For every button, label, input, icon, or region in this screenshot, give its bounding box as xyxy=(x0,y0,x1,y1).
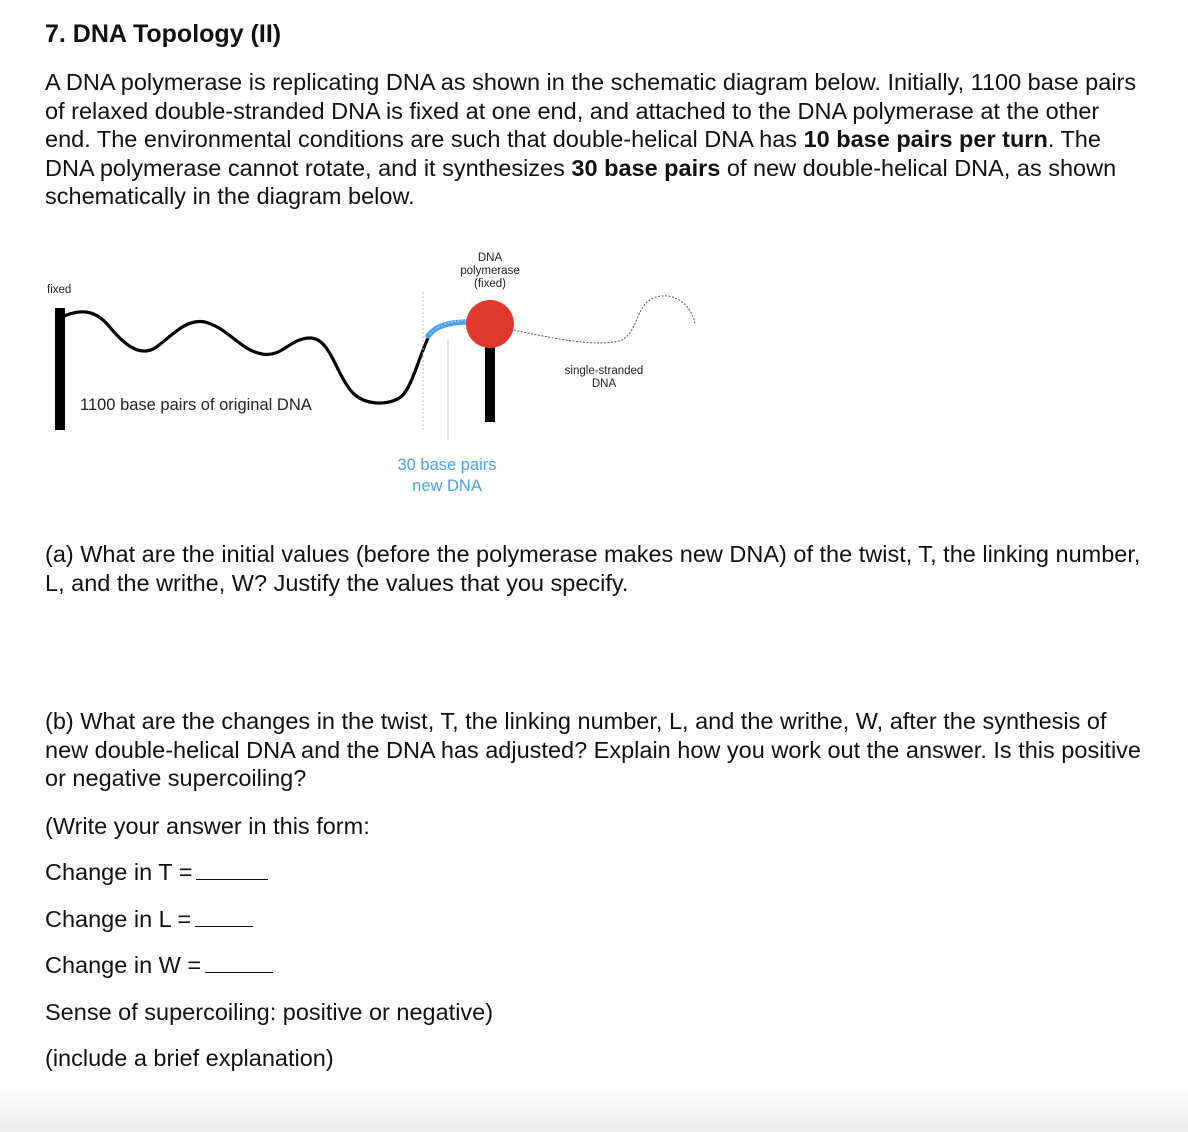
change-t-line xyxy=(45,857,268,887)
ss-dna-label-line2: DNA xyxy=(591,378,617,390)
question-a: (a) What are the initial values (before the polymerase makes new DNA) of the twist, T, the linking number, L, and the writhe, W? Justify the values that you specify. xyxy=(45,541,1141,596)
change-l-blank[interactable] xyxy=(195,906,253,927)
change-w-blank[interactable] xyxy=(205,952,273,973)
dna-schematic-diagram xyxy=(0,230,760,510)
intro-paragraph xyxy=(45,68,1145,211)
ss-dna-label-line1: single-stranded xyxy=(564,365,644,377)
question-b: (b) What are the changes in the twist, T, the linking number, L, and the writhe, W, after the synthesis of new double-helical DNA and the DNA has adjusted? Explain how you work out the answer. Is this positive or negative supercoiling? xyxy=(45,708,1141,791)
intro-text-2: . The DNA polymerase cannot rotate, and it synthesizes xyxy=(45,126,1101,181)
change-l-line xyxy=(45,904,253,934)
change-t-blank[interactable] xyxy=(196,859,268,880)
new-dna-segment xyxy=(428,322,470,336)
single-stranded-dna xyxy=(514,296,695,343)
change-w-line xyxy=(45,950,273,980)
original-dna-label: 1100 base pairs of original DNA xyxy=(80,396,312,414)
change-l-label: Change in L = xyxy=(45,906,192,932)
change-w-label: Change in W = xyxy=(45,952,202,978)
polymerase-label-line2: polymerase xyxy=(460,265,520,277)
explanation-instruction: (include a brief explanation) xyxy=(45,1045,334,1071)
intro-bold-1: 10 base pairs per turn xyxy=(803,126,1048,152)
new-dna-label-line2: new DNA xyxy=(412,477,482,495)
intro-text-3: of new double-helical DNA, as shown schematically in the diagram below. xyxy=(45,154,1117,209)
fixed-anchor-bar xyxy=(55,308,65,430)
new-dna-label-line1: 30 base pairs xyxy=(397,456,497,474)
intro-bold-2: 30 base pairs xyxy=(571,154,721,181)
question-title: 7. DNA Topology (II) xyxy=(45,20,282,48)
fixed-label: fixed xyxy=(47,284,72,296)
intro-text-1: A DNA polymerase is replicating DNA as shown in the schematic diagram below. Initially, 1100 base pairs of relaxed double-stranded DNA is fixed at one end, and attached to the DNA polymerase at the other end. The environmental conditions are such that double-helical DNA has xyxy=(45,69,1137,152)
dna-polymerase xyxy=(466,300,514,348)
original-dna-strand xyxy=(60,312,428,403)
page-bottom-edge xyxy=(0,1085,1188,1132)
polymerase-label-line3: (fixed) xyxy=(474,278,506,290)
answer-form-intro: (Write your answer in this form: xyxy=(45,813,370,839)
supercoiling-sense-line: Sense of supercoiling: positive or negative) xyxy=(45,999,494,1025)
polymerase-label-line1: DNA xyxy=(477,252,503,264)
change-t-label: Change in T = xyxy=(45,859,193,885)
